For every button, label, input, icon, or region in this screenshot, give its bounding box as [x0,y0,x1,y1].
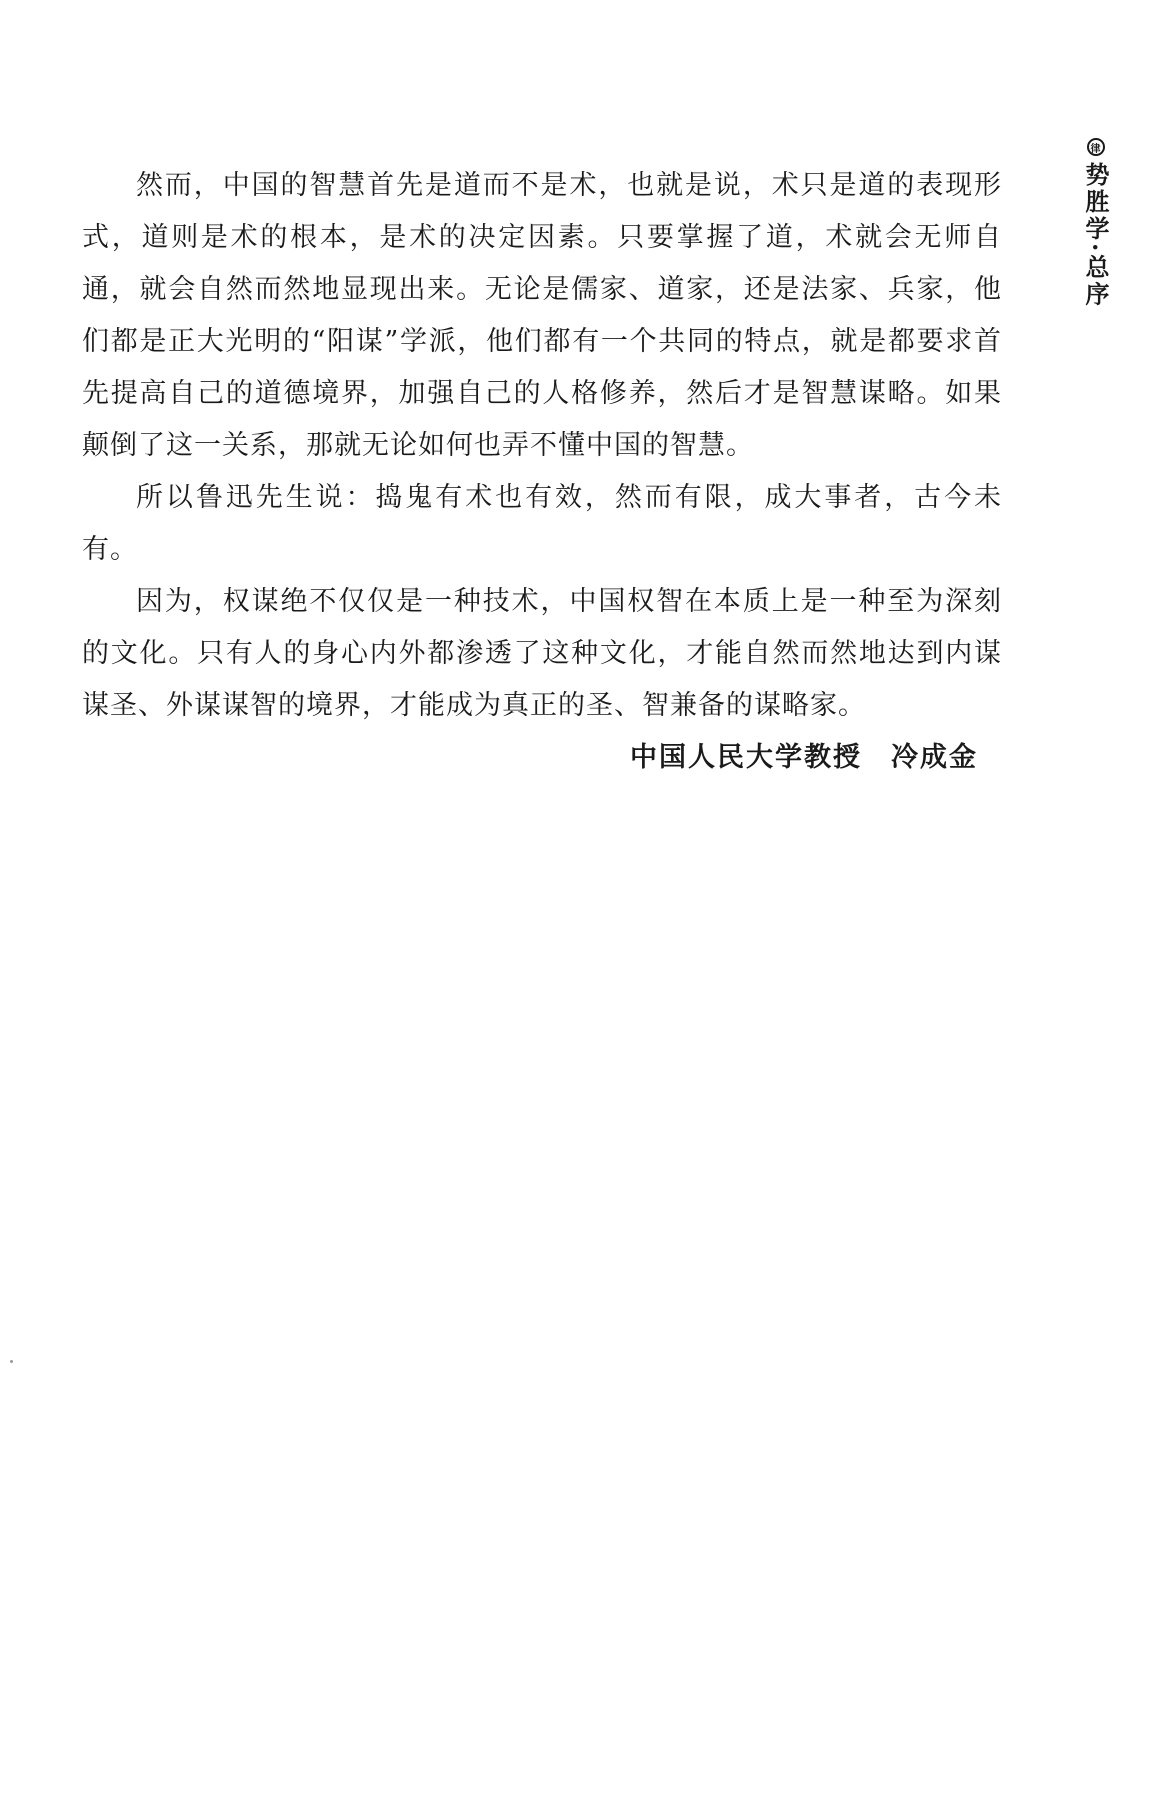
series-seal-icon: 律 [1087,138,1105,156]
running-header [1078,138,1113,308]
paragraph-3: 因为，权谋绝不仅仅是一种技术，中国权智在本质上是一种至为深刻的文化。只有人的身心内外都渗透了这种文化，才能自然而然地达到内谋谋圣、外谋谋智的境界，才能成为真正的圣、智兼备的谋略家。 [82,586,1002,721]
scan-speck [10,1360,13,1363]
running-header-title: 势胜学·总序 [1081,162,1110,309]
paragraph-2: 所以鲁迅先生说：捣鬼有术也有效，然而有限，成大事者，古今未有。 [82,482,1002,565]
body-text [82,160,1002,732]
author-signature: 中国人民大学教授 冷成金 [630,742,978,773]
paragraph-1: 然而，中国的智慧首先是道而不是术，也就是说，术只是道的表现形式，道则是术的根本，是术的决定因素。只要掌握了道，术就会无师自通，就会自然而然地显现出来。无论是儒家、道家，还是法家、兵家，他们都是正大光明的“阳谋”学派，他们都有一个共同的特点，就是都要求首先提高自己的道德境界，加强自己的人格修养，然后才是智慧谋略。如果颠倒了这一关系，那就无论如何也弄不懂中国的智慧。 [82,170,1002,461]
